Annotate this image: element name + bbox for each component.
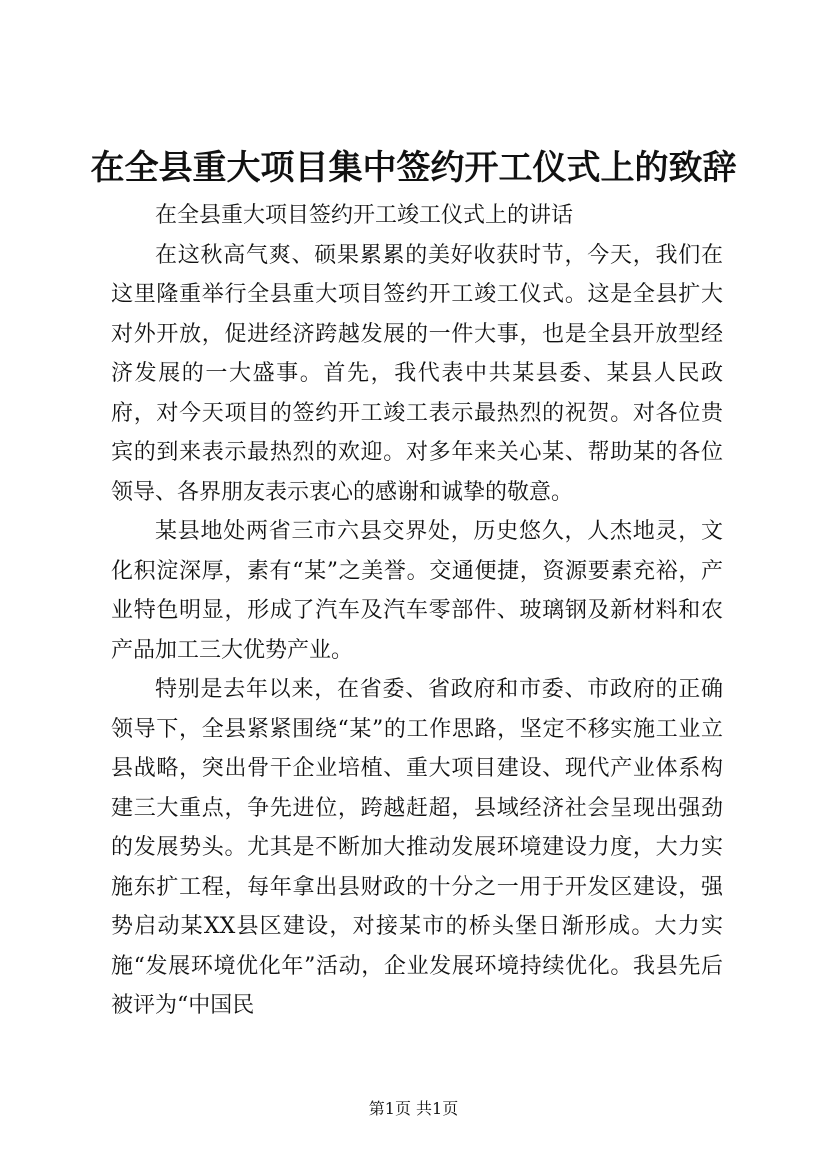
document-body <box>111 196 723 1026</box>
page-footer: 第1页 共1页 <box>368 1099 459 1118</box>
paragraph-2: 某县地处两省三市六县交界处，历史悠久，人杰地灵，文化积淀深厚，素有“某”之美誉。交通便捷，资源要素充裕，产业特色明显，形成了汽车及汽车零部件、玻璃钢及新材料和农产品加工三大优势产业。 <box>111 519 723 663</box>
paragraph-1: 在这秋高气爽、硕果累累的美好收获时节，今天，我们在这里隆重举行全县重大项目签约开工竣工仪式。这是全县扩大对外开放，促进经济跨越发展的一件大事，也是全县开放型经济发展的一大盛事。首先，我代表中共某县委、某县人民政府，对今天项目的签约开工竣工表示最热烈的祝贺。对各位贵宾的到来表示最热烈的欢迎。对多年来关心某、帮助某的各位领导、各界朋友表示衷心的感谢和诚挚的敬意。 <box>111 242 723 505</box>
document-subtitle: 在全县重大项目签约开工竣工仪式上的讲话 <box>155 203 574 228</box>
document-title: 在全县重大项目集中签约开工仪式上的致辞 <box>90 148 737 188</box>
paragraph-3: 特别是去年以来，在省委、省政府和市委、市政府的正确领导下，全县紧紧围绕“某”的工作思路，坚定不移实施工业立县战略，突出骨干企业培植、重大项目建设、现代产业体系构建三大重点，争先进位，跨越赶超，县域经济社会呈现出强劲的发展势头。尤其是不断加大推动发展环境建设力度，大力实施东扩工程，每年拿出县财政的十分之一用于开发区建设，强势启动某XX县区建设，对接某市的桥头堡日渐形成。大力实施“发展环境优化年”活动，企业发展环境持续优化。我县先后被评为“中国民 <box>111 677 723 1018</box>
